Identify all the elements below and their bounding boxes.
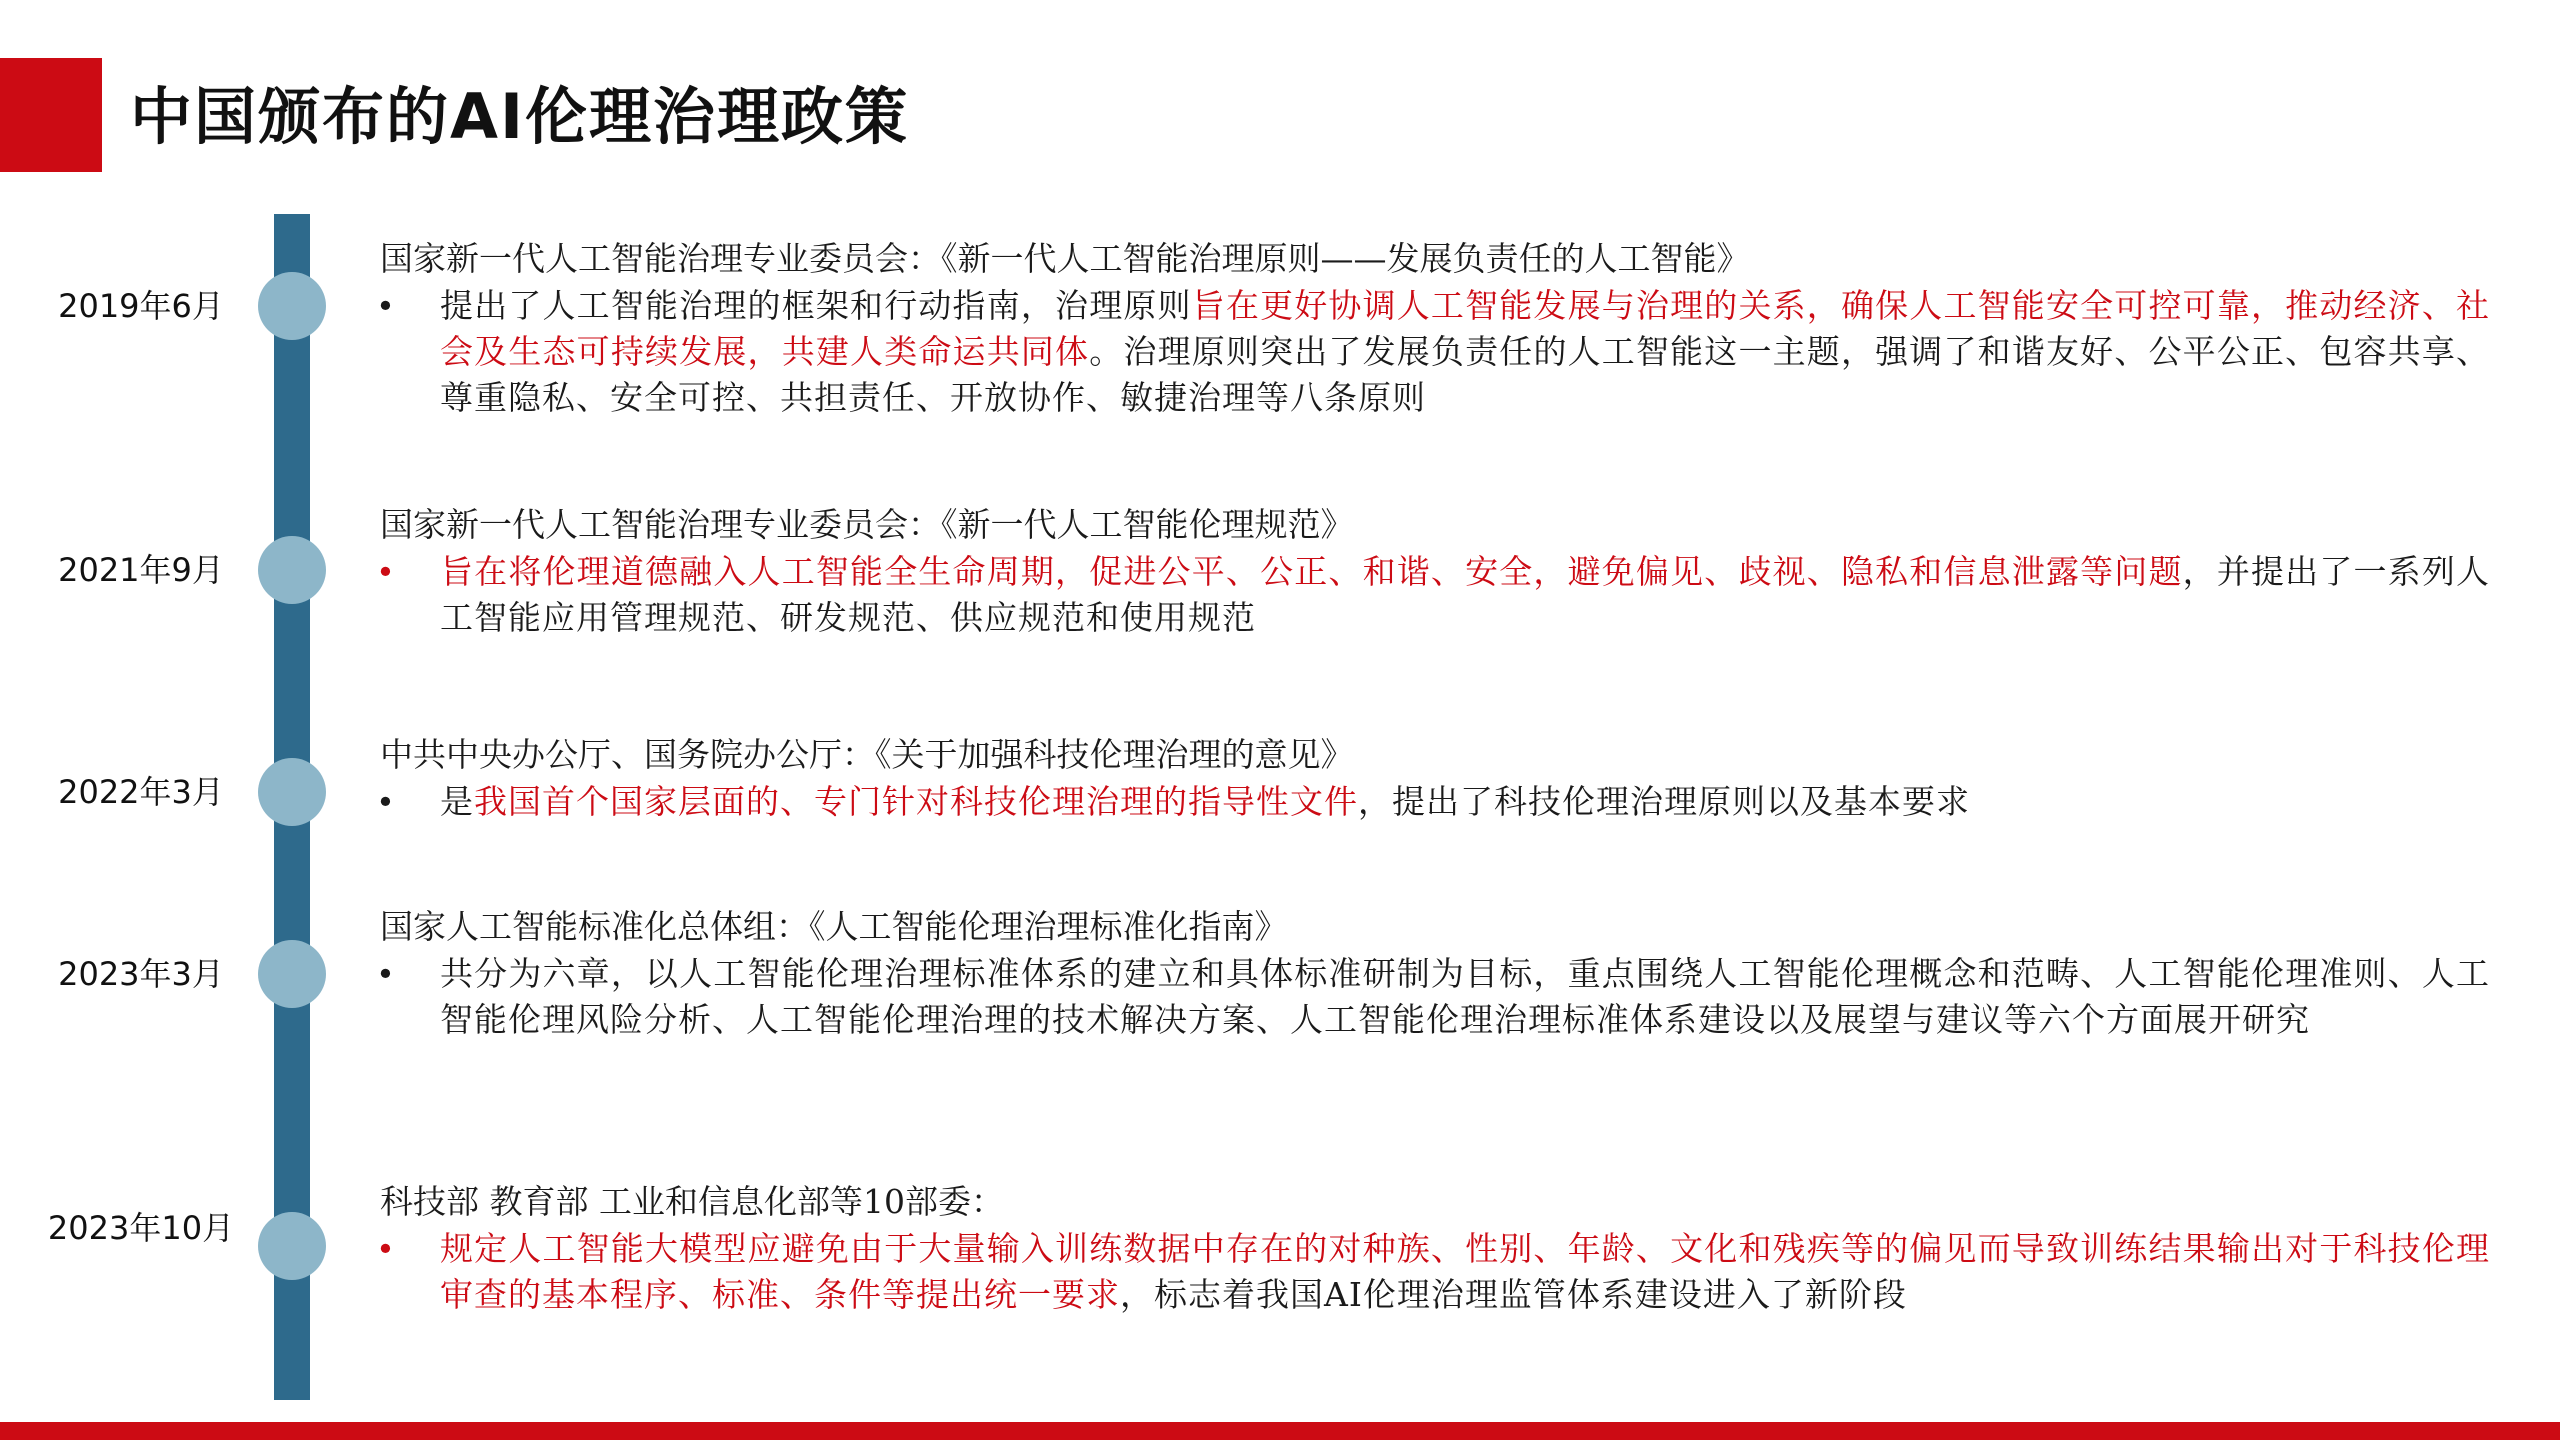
body-text: 是 xyxy=(440,782,474,821)
title-accent-block xyxy=(0,58,102,172)
event-heading: 国家人工智能标准化总体组：《人工智能伦理治理标准化指南》 xyxy=(380,907,1288,946)
event-heading: 科技部 教育部 工业和信息化部等10部委： xyxy=(380,1182,1004,1221)
event-date: 2021年9月 xyxy=(58,551,224,589)
body-text: ，提出了科技伦理治理原则以及基本要求 xyxy=(1358,782,1970,821)
event-heading: 中共中央办公厅、国务院办公厅：《关于加强科技伦理治理的意见》 xyxy=(380,735,1354,774)
bullet-icon: • xyxy=(376,287,395,325)
event-heading: 国家新一代人工智能治理专业委员会：《新一代人工智能治理原则——发展负责任的人工智能》 xyxy=(380,239,1750,278)
bullet-icon: • xyxy=(376,1230,395,1268)
bullet-icon: • xyxy=(376,955,395,993)
body-text: 。治理原则突出了发展负责任的人工智能这一主题，强调了和谐友好、公平公正、包容共享、尊重隐私、安全可控、共担责任、开放协作、敏捷治理等八条原则 xyxy=(440,332,2491,417)
event-body xyxy=(440,283,2490,421)
event-date: 2023年10月 xyxy=(47,1209,235,1247)
body-text: 提出了人工智能治理的框架和行动指南，治理原则 xyxy=(440,286,1192,325)
page-title: 中国颁布的AI伦理治理政策 xyxy=(130,80,910,153)
bottom-accent-bar xyxy=(0,1422,2560,1440)
body-highlight: 我国首个国家层面的、专门针对科技伦理治理的指导性文件 xyxy=(474,782,1358,821)
bullet-icon: • xyxy=(376,783,395,821)
timeline-dot xyxy=(258,940,326,1008)
event-date: 2019年6月 xyxy=(58,287,224,325)
event-body xyxy=(440,1226,2490,1318)
bullet-icon: • xyxy=(376,553,395,591)
body-text: ，标志着我国AI伦理治理监管体系建设进入了新阶段 xyxy=(1120,1275,1907,1314)
body-highlight: 规定人工智能大模型应避免由于大量输入训练数据中存在的对种族、性别、年龄、文化和残疾等的偏见而导致训练结果输出对于科技伦理审查的基本程序、标准、条件等提出统一要求 xyxy=(440,1229,2490,1314)
timeline-dot xyxy=(258,272,326,340)
event-body xyxy=(440,549,2490,641)
event-heading: 国家新一代人工智能治理专业委员会：《新一代人工智能伦理规范》 xyxy=(380,505,1354,544)
body-highlight: 旨在更好协调人工智能发展与治理的关系，确保人工智能安全可控可靠，推动经济、社会及生态可持续发展，共建人类命运共同体 xyxy=(440,286,2491,371)
event-date: 2023年3月 xyxy=(58,955,224,993)
timeline-dot xyxy=(258,1212,326,1280)
body-text: 共分为六章，以人工智能伦理治理标准体系的建立和具体标准研制为目标，重点围绕人工智能伦理概念和范畴、人工智能伦理准则、人工智能伦理风险分析、人工智能伦理治理的技术解决方案、人工智能伦理治理标准体系建设以及展望与建议等六个方面展开研究 xyxy=(440,954,2490,1039)
timeline-dot xyxy=(258,758,326,826)
event-body xyxy=(440,951,2490,1043)
body-highlight: 旨在将伦理道德融入人工智能全生命周期，促进公平、公正、和谐、安全，避免偏见、歧视、隐私和信息泄露等问题 xyxy=(440,552,2183,591)
body-text: ，并提出了一系列人工智能应用管理规范、研发规范、供应规范和使用规范 xyxy=(440,552,2491,637)
timeline-dot xyxy=(258,536,326,604)
event-body xyxy=(440,779,2490,825)
event-date: 2022年3月 xyxy=(58,773,224,811)
